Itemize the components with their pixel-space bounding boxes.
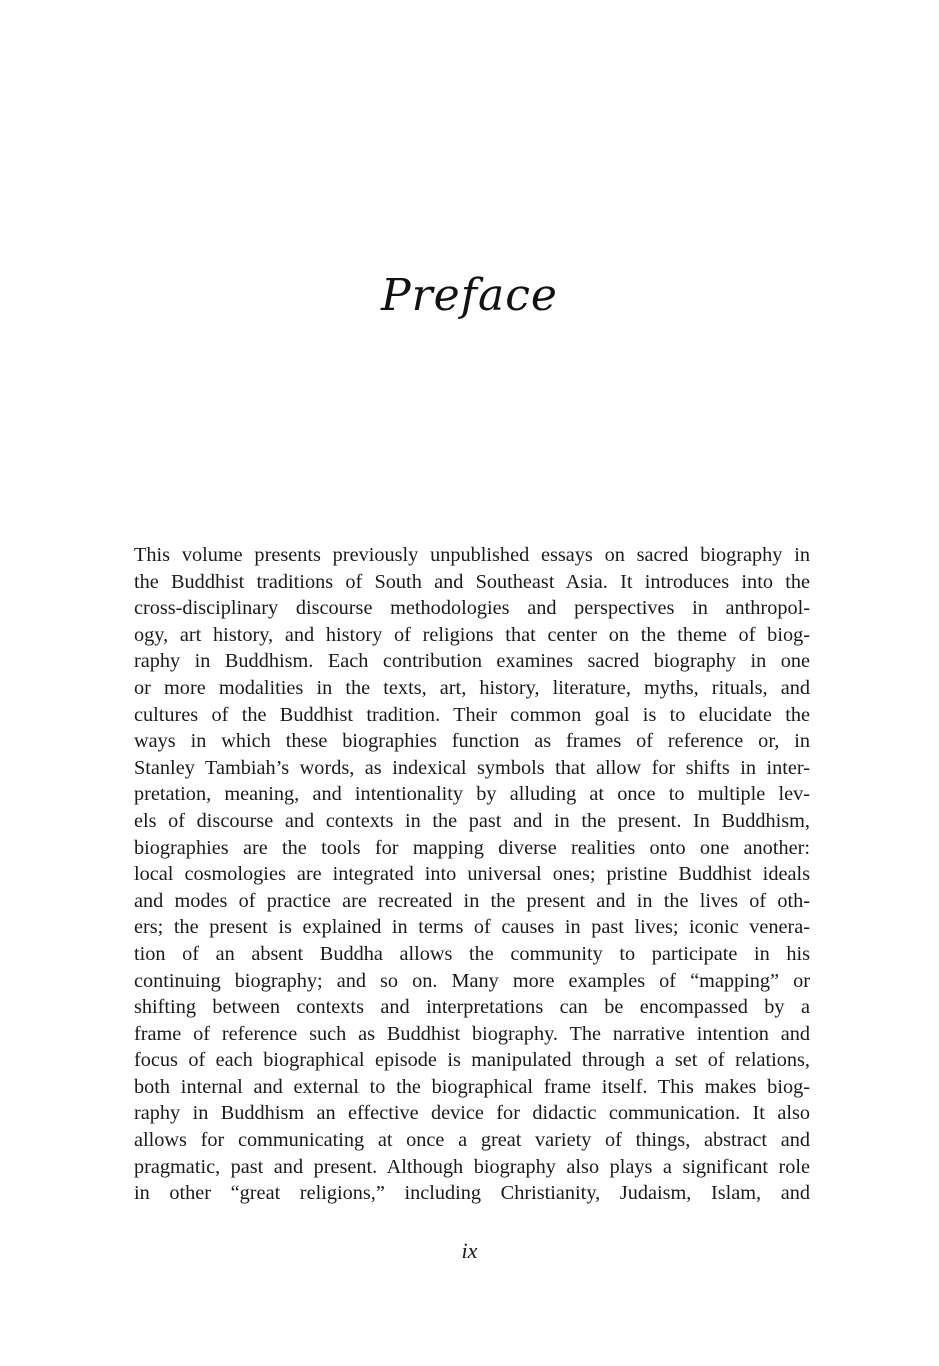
text-line: both internal and external to the biographical frame itself. This makes biog- bbox=[134, 1075, 810, 1098]
body-paragraph bbox=[134, 542, 810, 1207]
text-line: continuing biography; and so on. Many more examples of “mapping” or bbox=[134, 969, 810, 992]
text-line: els of discourse and contexts in the past and in the present. In Buddhism, bbox=[134, 809, 810, 832]
text-line: ogy, art history, and history of religions that center on the theme of biog- bbox=[134, 623, 810, 646]
text-line: in other “great religions,” including Christianity, Judaism, Islam, and bbox=[134, 1182, 810, 1205]
text-line: the Buddhist traditions of South and Southeast Asia. It introduces into the bbox=[134, 570, 810, 593]
text-line: raphy in Buddhism an effective device for didactic communication. It also bbox=[134, 1102, 810, 1125]
text-line: ers; the present is explained in terms of causes in past lives; iconic venera- bbox=[134, 916, 810, 939]
text-line: This volume presents previously unpublished essays on sacred biography in bbox=[134, 544, 810, 566]
text-line: and modes of practice are recreated in the present and in the lives of oth- bbox=[134, 889, 810, 912]
text-line: tion of an absent Buddha allows the community to participate in his bbox=[134, 942, 810, 965]
text-line: cultures of the Buddhist tradition. Their common goal is to elucidate the bbox=[134, 703, 810, 726]
text-line: Stanley Tambiah’s words, as indexical symbols that allow for shifts in inter- bbox=[134, 756, 810, 779]
text-line: allows for communicating at once a great variety of things, abstract and bbox=[134, 1129, 810, 1152]
text-line: biographies are the tools for mapping diverse realities onto one another: bbox=[134, 836, 810, 859]
text-line: pragmatic, past and present. Although biography also plays a significant role bbox=[134, 1155, 810, 1178]
text-line: cross-disciplinary discourse methodologies and perspectives in anthropol- bbox=[134, 597, 810, 620]
text-line: focus of each biographical episode is manipulated through a set of relations, bbox=[134, 1049, 810, 1072]
text-line: pretation, meaning, and intentionality by alluding at once to multiple lev- bbox=[134, 783, 810, 806]
text-line: frame of reference such as Buddhist biography. The narrative intention and bbox=[134, 1022, 810, 1045]
text-line: or more modalities in the texts, art, history, literature, myths, rituals, and bbox=[134, 676, 810, 699]
page-number: ix bbox=[461, 1238, 478, 1263]
text-line: raphy in Buddhism. Each contribution examines sacred biography in one bbox=[134, 650, 810, 673]
text-line: ways in which these biographies function as frames of reference or, in bbox=[134, 730, 810, 753]
text-line: local cosmologies are integrated into universal ones; pristine Buddhist ideals bbox=[134, 863, 810, 886]
page-title: Preface bbox=[381, 270, 558, 321]
text-line: shifting between contexts and interpretations can be encompassed by a bbox=[134, 996, 810, 1019]
